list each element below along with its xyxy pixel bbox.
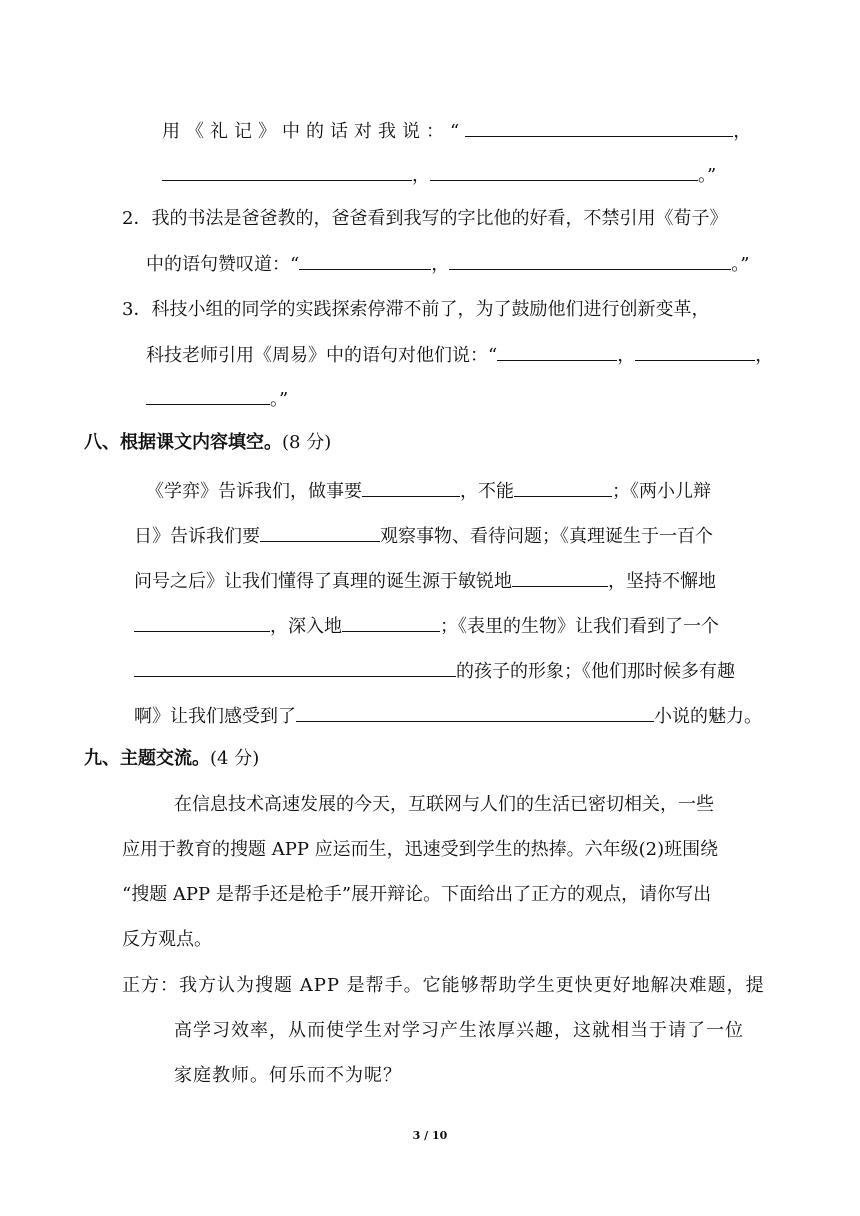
section9-heading: 九、主题交流。(4 分) <box>84 748 260 769</box>
answer-blank[interactable] <box>342 613 440 632</box>
section8-line5: 的孩子的形象；《他们那时候多有趣 <box>134 658 735 684</box>
answer-blank[interactable] <box>162 162 412 181</box>
answer-blank[interactable] <box>260 523 380 542</box>
section9-para-line4: 反方观点。 <box>122 929 212 950</box>
section8-line2: 日》告诉我们要 观察事物、看待问题；《真理诞生于一百个 <box>134 523 713 549</box>
pro-side-line3: 家庭教师。何乐而不为呢？ <box>174 1065 402 1086</box>
answer-blank[interactable] <box>296 703 654 722</box>
item2-line2: 中的语句赞叹道：“ ， 。” <box>146 251 749 277</box>
page-number: 3 / 10 <box>412 1129 448 1142</box>
section9-para-line3: “搜题 APP 是帮手还是枪手”展开辩论。下面给出了正方的观点，请你写出 <box>122 884 712 905</box>
answer-blank[interactable] <box>146 386 270 405</box>
item3-line2: 科技老师引用《周易》中的语句对他们说：“ ， ， <box>146 342 773 368</box>
section8-line1: 《学弈》告诉我们，做事要 ，不能 ；《两小儿辩 <box>146 478 711 504</box>
section8-line4: ，深入地 ；《表里的生物》让我们看到了一个 <box>134 613 719 639</box>
pro-side-line1: 正方：我方认为搜题 APP 是帮手。它能够帮助学生更快更好地解决难题，提 <box>122 975 765 996</box>
item2-line1: 2．我的书法是爸爸教的，爸爸看到我写的字比他的好看，不禁引用《荀子》 <box>122 208 728 229</box>
pro-label: 正方： <box>122 975 179 996</box>
section8-heading: 八、根据课文内容填空。(8 分) <box>84 432 332 453</box>
answer-blank[interactable] <box>134 658 456 677</box>
answer-blank[interactable] <box>362 478 460 497</box>
item1-line1: 用《礼记》中的话对我说：“ ， <box>162 118 757 144</box>
section8-line6: 啊》让我们感受到了 小说的魅力。 <box>134 703 762 729</box>
item3-line1: 3．科技小组的同学的实践探索停滞不前了，为了鼓励他们进行创新变革， <box>122 299 710 320</box>
section9-para-line1: 在信息技术高速发展的今天，互联网与人们的生活已密切相关，一些 <box>174 794 714 815</box>
answer-blank[interactable] <box>635 342 755 361</box>
section9-para-line2: 应用于教育的搜题 APP 应运而生，迅速受到学生的热捧。六年级(2)班围绕 <box>122 839 719 860</box>
item1-line2: ， 。” <box>162 162 716 188</box>
answer-blank[interactable] <box>134 613 270 632</box>
answer-blank[interactable] <box>430 162 698 181</box>
answer-blank[interactable] <box>465 118 733 137</box>
item3-line3: 。” <box>146 386 288 412</box>
answer-blank[interactable] <box>299 251 431 270</box>
answer-blank[interactable] <box>512 568 608 587</box>
answer-blank[interactable] <box>514 478 612 497</box>
pro-side-line2: 高学习效率，从而使学生对学习产生浓厚兴趣，这就相当于请了一位 <box>174 1020 744 1041</box>
answer-blank[interactable] <box>449 251 731 270</box>
answer-blank[interactable] <box>497 342 617 361</box>
section8-line3: 问号之后》让我们懂得了真理的诞生源于敏锐地 ，坚持不懈地 <box>134 568 716 594</box>
